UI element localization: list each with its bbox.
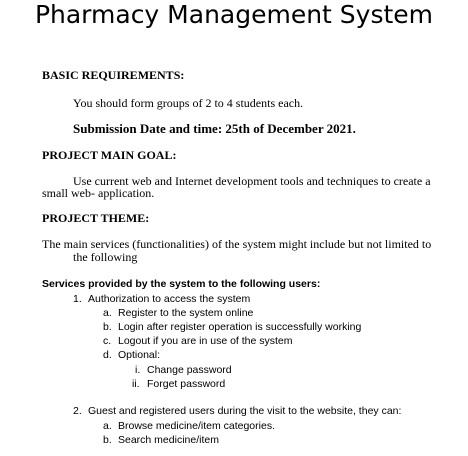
service-item-2-text: Guest and registered users during the visit to the website, they can: bbox=[88, 405, 402, 417]
sub-item-text: Optional: bbox=[118, 349, 161, 361]
submission-date-text: Submission Date and time: 25th of December 2021. bbox=[73, 121, 356, 136]
sub-item-text: Browse medicine/item categories. bbox=[118, 420, 275, 432]
services-heading: Services provided by the system to the following users: bbox=[42, 278, 321, 290]
optional-item-marker: i. bbox=[135, 364, 141, 376]
sub-item-text: Register to the system online bbox=[118, 307, 254, 319]
project-theme-line-1: The main services (functionalities) of the system might include but not limited to bbox=[42, 237, 432, 251]
service-item-1-number: 1. bbox=[73, 293, 82, 305]
project-goal-line-2: small web- application. bbox=[42, 186, 155, 200]
project-goal-line-1: Use current web and Internet development tools and techniques to create a bbox=[73, 174, 431, 188]
service-item-2-number: 2. bbox=[73, 405, 82, 417]
sub-item-text: Logout if you are in use of the system bbox=[118, 335, 293, 347]
groups-text: You should form groups of 2 to 4 students each. bbox=[73, 96, 304, 110]
basic-requirements-heading: BASIC REQUIREMENTS: bbox=[42, 68, 185, 82]
service-item-1-text: Authorization to access the system bbox=[88, 293, 251, 305]
project-goal-heading: PROJECT MAIN GOAL: bbox=[42, 148, 177, 162]
sub-item-marker: a. bbox=[103, 307, 112, 319]
sub-item-marker: b. bbox=[103, 434, 112, 446]
sub-item-marker: c. bbox=[103, 335, 112, 347]
sub-item-marker: d. bbox=[103, 349, 112, 361]
project-theme-line-2: the following bbox=[73, 250, 138, 264]
optional-item-marker: ii. bbox=[132, 378, 140, 390]
sub-item-marker: b. bbox=[103, 321, 112, 333]
project-theme-heading: PROJECT THEME: bbox=[42, 211, 150, 225]
optional-item-text: Change password bbox=[147, 364, 232, 376]
document-title: Pharmacy Management System bbox=[34, 0, 434, 29]
sub-item-text: Search medicine/item bbox=[118, 434, 219, 446]
optional-item-text: Forget password bbox=[147, 378, 226, 390]
sub-item-marker: a. bbox=[103, 420, 112, 432]
sub-item-text: Login after register operation is successfully working bbox=[118, 321, 362, 333]
